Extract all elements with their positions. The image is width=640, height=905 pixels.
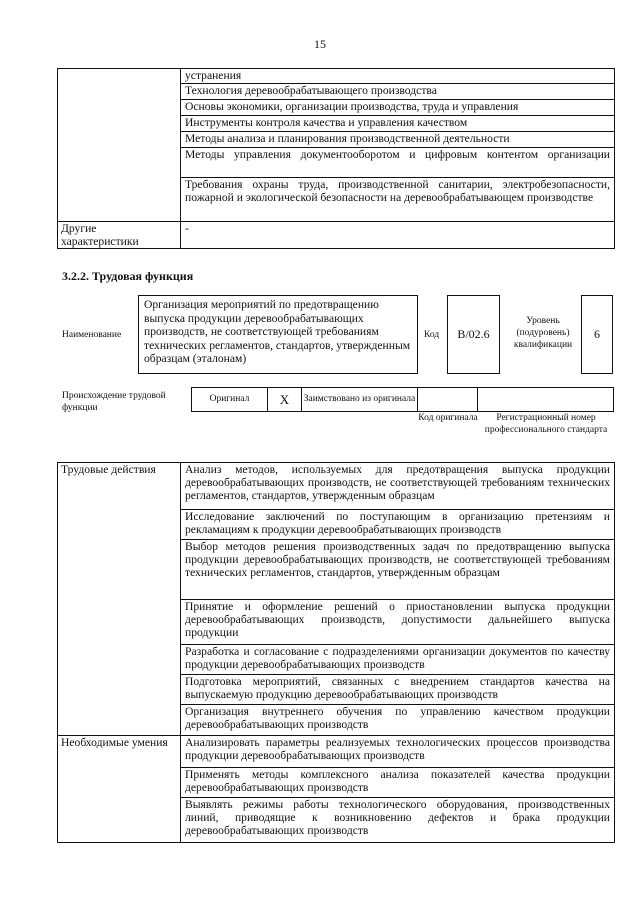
action-item: Анализ методов, используемых для предотвращения выпуска продукции деревообрабатывающих производств, не соответствующей требованиям технических регламентов, стандартов, утвержденным образцам: [181, 463, 615, 510]
code-label: Код: [424, 330, 440, 340]
main-table: [57, 462, 615, 843]
page-number: 15: [314, 37, 326, 51]
function-name-box: Организация мероприятий по предотвращению выпуска продукции деревообрабатывающих производств, не соответствующей требованиям технических регламентов, стандартов, утвержденным образцам (эталонам): [138, 295, 418, 374]
knowledge-item: Технология деревообрабатывающего производства: [181, 84, 615, 100]
code-original-cell: [418, 388, 478, 412]
knowledge-item: устранения: [181, 69, 615, 84]
skills-label: Необходимые умения: [58, 736, 181, 843]
action-item: Выбор методов решения производственных задач по предотвращению выпуска продукции деревообрабатывающих производств, не соответствующей требованиям технических регламентов, стандартов, утвержденным образцам: [181, 540, 615, 600]
action-item: Разработка и согласование с подразделениями организации документов по качеству продукции деревообрабатывающих производств: [181, 645, 615, 675]
knowledge-item: Методы анализа и планирования производственной деятельности: [181, 132, 615, 148]
reg-number-label: Регистрационный номер профессионального стандарта: [484, 413, 608, 435]
actions-label: Трудовые действия: [58, 463, 181, 736]
skill-item: Анализировать параметры реализуемых технологических процессов производства продукции деревообрабатывающих производств: [181, 736, 615, 768]
knowledge-item: Инструменты контроля качества и управления качеством: [181, 116, 615, 132]
reg-number-cell: [478, 388, 614, 412]
skill-item: Выявлять режимы работы технологического оборудования, производственных линий, приводящие к возникновению дефектов и брака продукции деревообрабатывающих производств: [181, 798, 615, 843]
code-box: B/02.6: [447, 295, 500, 374]
original-label: Оригинал: [192, 388, 268, 412]
origin-label: Происхождение трудовой функции: [62, 391, 166, 413]
code-original-label: Код оригинала: [418, 413, 478, 423]
origin-table: [191, 387, 614, 412]
other-characteristics-value: -: [181, 222, 615, 249]
original-mark: X: [268, 388, 302, 412]
other-characteristics-label: Другие характеристики: [58, 222, 181, 249]
action-item: Принятие и оформление решений о приостановлении выпуска продукции деревообрабатывающих производств, допустимости дальнейшего выпуска продукции: [181, 600, 615, 645]
borrowed-label: Заимствовано из оригинала: [302, 388, 418, 412]
action-item: Исследование заключений по поступающим в организацию претензиям и рекламациям к продукции деревообрабатывающих производств: [181, 510, 615, 540]
section-heading: 3.2.2. Трудовая функция: [62, 269, 194, 283]
knowledge-table: [57, 68, 615, 249]
knowledge-item: Основы экономики, организации производства, труда и управления: [181, 100, 615, 116]
knowledge-item: Методы управления документооборотом и цифровым контентом организации: [181, 148, 615, 178]
knowledge-item: Требования охраны труда, производственной санитарии, электробезопасности, пожарной и экологической безопасности на деревообрабатывающем производстве: [181, 178, 615, 222]
action-item: Организация внутреннего обучения по управлению качеством продукции деревообрабатывающих производств: [181, 705, 615, 736]
knowledge-label-cell: [58, 69, 181, 222]
action-item: Подготовка мероприятий, связанных с внедрением стандартов качества на выпускаемую продукцию деревообрабатывающих производств: [181, 675, 615, 705]
qualification-level-label: Уровень (подуровень) квалификации: [513, 316, 573, 350]
skill-item: Применять методы комплексного анализа показателей качества продукции деревообрабатывающих производств: [181, 768, 615, 798]
qualification-level-box: 6: [581, 295, 613, 374]
name-label: Наименование: [62, 330, 122, 340]
